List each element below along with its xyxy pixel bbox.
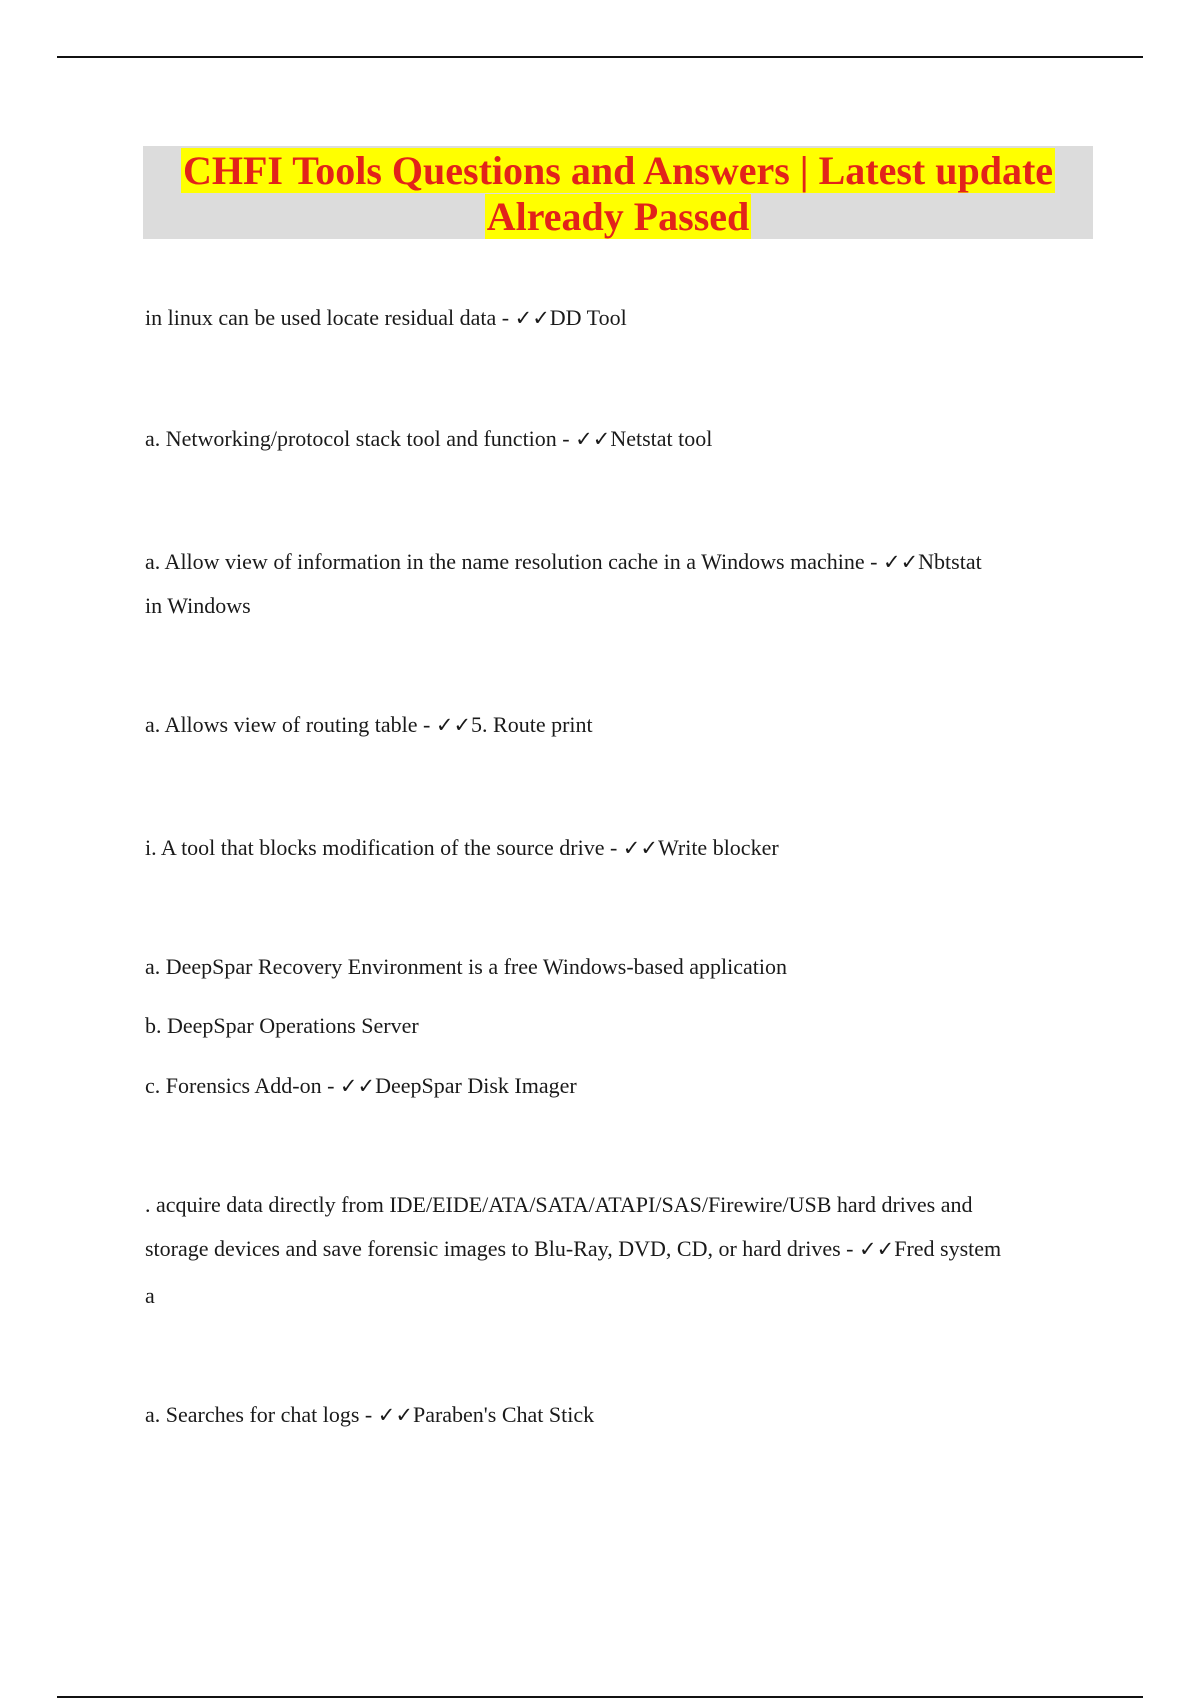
title-line-2: Already Passed (486, 194, 750, 239)
question-text: c. Forensics Add-on - (145, 1073, 340, 1098)
question-text-line-2: storage devices and save forensic images to Blu-Ray, DVD, CD, or hard drives - (145, 1236, 859, 1261)
checkmark-icon: ✓✓ (882, 550, 919, 574)
qa-entry-line-2 (145, 1227, 1105, 1271)
title-line-1: CHFI Tools Questions and Answers | Latest update (182, 148, 1054, 193)
option-a-text: a. DeepSpar Recovery Environment is a free Windows-based application (145, 954, 787, 979)
qa-entry (145, 417, 1105, 461)
answer-text: DeepSpar Disk Imager (375, 1073, 577, 1098)
answer-text: DD Tool (549, 305, 627, 330)
answer-continuation: a (145, 1283, 155, 1308)
question-text: a. Allow view of information in the name resolution cache in a Windows machine - (145, 549, 883, 574)
answer-continuation: in Windows (145, 593, 251, 618)
answer-text: Write blocker (658, 835, 779, 860)
top-rule (57, 56, 1143, 58)
checkmark-icon: ✓✓ (514, 306, 550, 330)
answer-text: Nbtstat (918, 549, 982, 574)
checkmark-icon: ✓✓ (622, 836, 658, 860)
qa-entry (145, 540, 1105, 584)
question-text-line-1: . acquire data directly from IDE/EIDE/ATA/SATA/ATAPI/SAS/Firewire/USB hard drives and (145, 1192, 973, 1217)
checkmark-icon: ✓✓ (435, 713, 472, 737)
question-text: a. Searches for chat logs - (145, 1402, 378, 1427)
qa-entry (145, 826, 1105, 870)
qa-entry-line-a (145, 945, 1105, 989)
answer-text: Netstat tool (610, 426, 713, 451)
answer-text: 5. Route print (471, 712, 593, 737)
question-text: a. Networking/protocol stack tool and function - (145, 426, 576, 451)
checkmark-icon: ✓✓ (377, 1403, 413, 1427)
qa-entry (145, 296, 1105, 340)
checkmark-icon: ✓✓ (575, 427, 611, 451)
bottom-rule (57, 1696, 1143, 1698)
checkmark-icon: ✓✓ (339, 1074, 376, 1098)
question-text: a. Allows view of routing table - (145, 712, 436, 737)
answer-text: Fred system (894, 1236, 1002, 1261)
qa-entry (145, 703, 1105, 747)
title-banner (143, 146, 1093, 239)
qa-entry (145, 1393, 1105, 1437)
qa-entry (145, 1064, 1105, 1108)
checkmark-icon: ✓✓ (859, 1237, 895, 1261)
qa-entry-continuation (145, 1274, 1105, 1318)
answer-text: Paraben's Chat Stick (412, 1402, 595, 1427)
question-text: i. A tool that blocks modification of the source drive - (145, 835, 623, 860)
option-b-text: b. DeepSpar Operations Server (145, 1013, 419, 1038)
qa-entry-line-b (145, 1004, 1105, 1048)
question-text: in linux can be used locate residual data - (145, 305, 515, 330)
qa-entry (145, 1183, 1105, 1227)
qa-entry-continuation (145, 584, 1105, 628)
